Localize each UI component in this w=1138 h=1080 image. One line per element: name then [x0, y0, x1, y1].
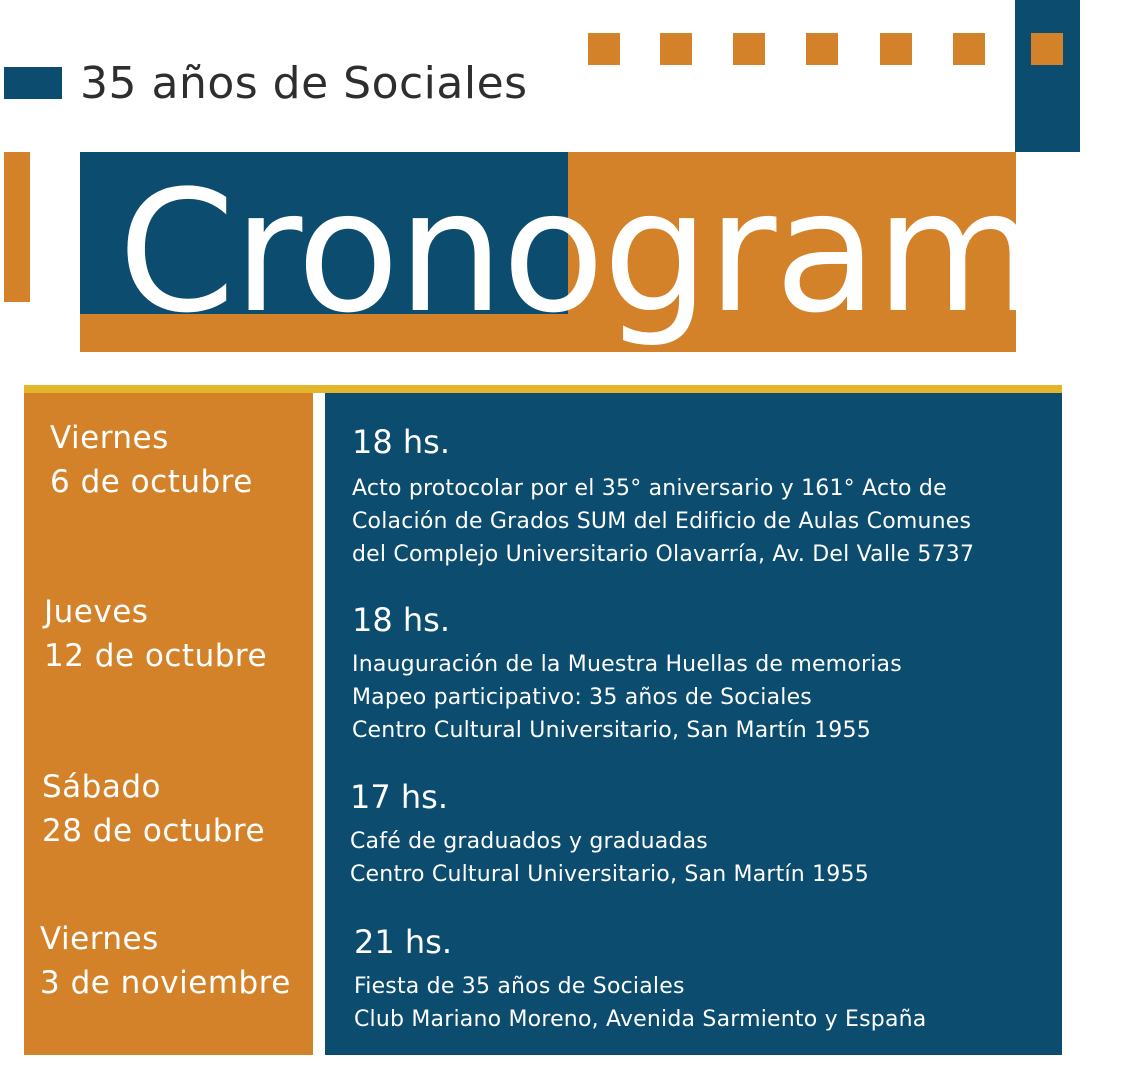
decorative-dot: [733, 33, 765, 65]
event-date: Jueves 12 de octubre: [44, 594, 268, 674]
page-title: Cronograma: [118, 154, 1138, 350]
event-date: Sábado 28 de octubre: [42, 769, 266, 849]
event-description: Inauguración de la Muestra Huellas de memorias Mapeo participativo: 35 años de Sociales Centro Cultural Universitario, San Martín 1955: [352, 652, 902, 743]
event-time: 18 hs.: [352, 601, 451, 639]
decorative-square-blue: [4, 67, 62, 99]
divider-line: [24, 385, 1062, 393]
event-date: Viernes 6 de octubre: [50, 420, 253, 500]
decorative-dot: [806, 33, 838, 65]
subtitle: 35 años de Sociales: [80, 58, 528, 109]
decorative-dot: [1031, 33, 1063, 65]
event-time: 17 hs.: [350, 778, 449, 816]
event-time: 21 hs.: [354, 923, 453, 961]
decorative-block-right: [1015, 0, 1080, 152]
event-description: Café de graduados y graduadas Centro Cultural Universitario, San Martín 1955: [350, 829, 869, 887]
decorative-dot: [660, 33, 692, 65]
event-date: Viernes 3 de noviembre: [40, 921, 291, 1001]
event-time: 18 hs.: [352, 423, 451, 461]
decorative-dot: [880, 33, 912, 65]
event-description: Acto protocolar por el 35° aniversario y 161° Acto de Colación de Grados SUM del Edificio de Aulas Comunes del Complejo Universitario Olavarría, Av. Del Valle 5737: [352, 476, 975, 567]
event-description: Fiesta de 35 años de Sociales Club Mariano Moreno, Avenida Sarmiento y España: [354, 974, 927, 1032]
decorative-dot: [953, 33, 985, 65]
decorative-bar-left: [4, 152, 30, 302]
decorative-dot: [588, 33, 620, 65]
